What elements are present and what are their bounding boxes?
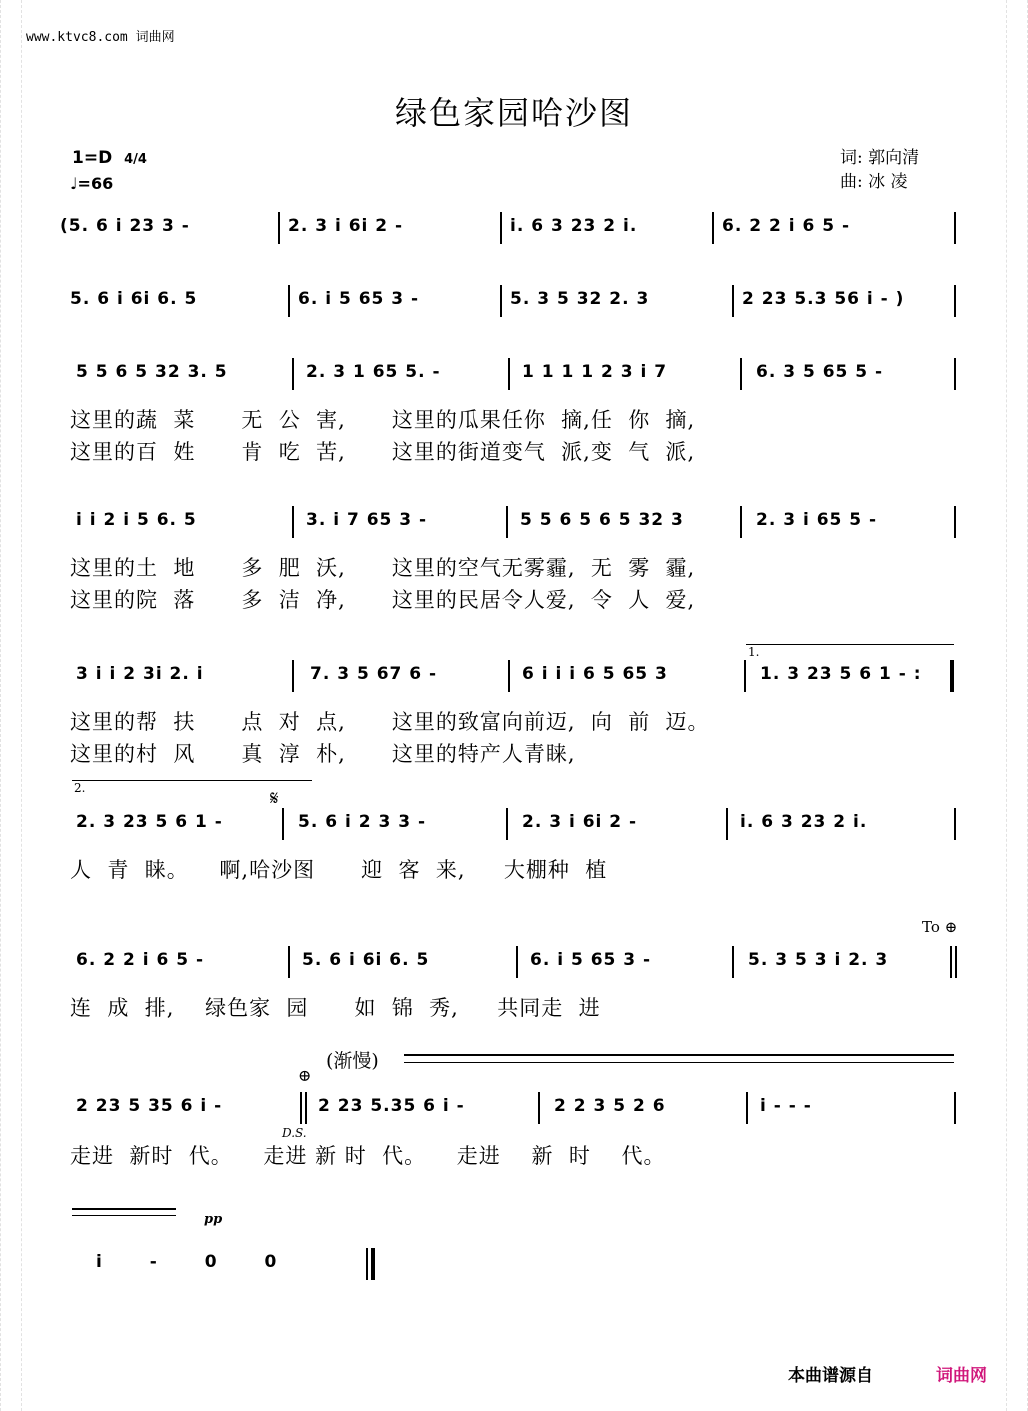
- ritardando-mark: (渐慢): [326, 1050, 379, 1072]
- barline: [500, 212, 502, 244]
- measure: 2 23 5.3 56 i - ): [742, 289, 905, 309]
- ending-line: [72, 1208, 176, 1210]
- measure: 1 1 1 1 2 3 i 7: [522, 362, 668, 382]
- barline: [744, 660, 746, 692]
- lyric-line: 走进 新时 代。 走进 新 时 代。 走进 新 时 代。: [70, 1144, 666, 1168]
- notation-row-2: [60, 285, 960, 317]
- repeat-barline: [950, 660, 954, 692]
- barline: [292, 358, 294, 390]
- ending-line: [72, 1215, 176, 1216]
- measure: 3. i 7 65 3 -: [306, 510, 428, 530]
- measure: 5. 3 5 3 i 2. 3: [748, 950, 889, 970]
- barline: [538, 1092, 540, 1124]
- measure: 6. i 5 65 3 -: [298, 289, 420, 309]
- volta-2-bracket: [72, 780, 312, 781]
- segno-icon: 𝄋: [270, 786, 279, 810]
- dynamic-mark: pp: [204, 1212, 223, 1227]
- barline: [282, 808, 284, 840]
- measure: 5 5 6 5 32 3. 5: [76, 362, 228, 382]
- measure: 2 23 5.35 6 i -: [318, 1096, 465, 1116]
- notation-row-9: [60, 1248, 960, 1280]
- barline: [288, 946, 290, 978]
- footer-brand-link[interactable]: 词曲网: [936, 1366, 987, 1386]
- key: 1=D: [72, 148, 113, 168]
- barline: [508, 660, 510, 692]
- barline: [740, 506, 742, 538]
- measure: (5. 6 i 23 3 -: [60, 216, 190, 236]
- ritardando-line: [404, 1062, 954, 1063]
- credits: [840, 146, 919, 194]
- measure: 6. 2 2 i 6 5 -: [76, 950, 204, 970]
- measure: 5. 3 5 32 2. 3: [510, 289, 650, 309]
- measure: 5. 6 i 6i 6. 5: [70, 289, 198, 309]
- lyric-line: 这里的土 地 多 肥 沃, 这里的空气无雾霾, 无 雾 霾,: [70, 556, 696, 580]
- barline: [740, 358, 742, 390]
- notation-row-5: [60, 660, 960, 692]
- barline: [506, 808, 508, 840]
- barline: [712, 212, 714, 244]
- tempo-mark: ♩=66: [70, 174, 114, 193]
- measure: 3 i i 2 3i 2. i: [76, 664, 204, 684]
- measure: i. 6 3 23 2 i.: [740, 812, 868, 832]
- measure: 6. 3 5 65 5 -: [756, 362, 884, 382]
- notation-row-3: [60, 358, 960, 390]
- barline: [954, 1092, 956, 1124]
- barline: [954, 358, 956, 390]
- watermark-strip-left: [0, 0, 22, 1411]
- double-barline: [950, 946, 957, 978]
- measure: 2. 3 i 6i 2 -: [288, 216, 404, 236]
- measure: i. 6 3 23 2 i.: [510, 216, 638, 236]
- time-signature: 4/4: [124, 152, 147, 167]
- measure: 5 5 6 5 6 5 32 3: [520, 510, 684, 530]
- lyricist: 词: 郭向清: [840, 148, 920, 168]
- lyric-line: 这里的村 风 真 淳 朴, 这里的特产人青睐,: [70, 742, 576, 766]
- measure: 6 i i i 6 5 65 3: [522, 664, 668, 684]
- barline: [516, 946, 518, 978]
- notation-row-8: [60, 1092, 960, 1124]
- measure: 2. 3 i 65 5 -: [756, 510, 878, 530]
- barline: [954, 808, 956, 840]
- composer: 曲: 冰 凌: [840, 172, 908, 192]
- barline: [500, 285, 502, 317]
- measure: 2. 3 1 65 5. -: [306, 362, 441, 382]
- volta-2-label: 2.: [74, 781, 86, 795]
- to-coda-label: To: [922, 918, 940, 936]
- watermark-strip-right: [1006, 0, 1028, 1411]
- measure: i i 2 i 5 6. 5: [76, 510, 197, 530]
- barline: [288, 285, 290, 317]
- barline: [954, 285, 956, 317]
- measure: i - 0 0: [96, 1252, 278, 1272]
- notation-row-1: [60, 212, 960, 244]
- measure: 1. 3 23 5 6 1 - :: [760, 664, 922, 684]
- barline: [292, 660, 294, 692]
- lyric-line: 这里的帮 扶 点 对 点, 这里的致富向前迈, 向 前 迈。: [70, 710, 710, 734]
- lyric-line: 连 成 排, 绿色家 园 如 锦 秀, 共同走 进: [70, 996, 601, 1020]
- to-coda-mark: [922, 918, 957, 936]
- volta-1-bracket: [746, 644, 954, 645]
- measure: 7. 3 5 67 6 -: [310, 664, 438, 684]
- barline: [726, 808, 728, 840]
- barline: [954, 506, 956, 538]
- site-url[interactable]: www.ktvc8.com 词曲网: [26, 30, 175, 45]
- coda-icon: ⊕: [944, 918, 958, 936]
- barline: [508, 358, 510, 390]
- ds-mark: D.S.: [282, 1126, 307, 1140]
- ritardando-line: [404, 1054, 954, 1056]
- song-title: 绿色家园哈沙图: [394, 94, 633, 132]
- measure: 2 23 5 35 6 i -: [76, 1096, 223, 1116]
- measure: 6. 2 2 i 6 5 -: [722, 216, 850, 236]
- barline: [278, 212, 280, 244]
- measure: 5. 6 i 6i 6. 5: [302, 950, 430, 970]
- lyric-line: 这里的百 姓 肯 吃 苦, 这里的街道变气 派,变 气 派,: [70, 440, 696, 464]
- lyric-line: 这里的院 落 多 洁 净, 这里的民居令人爱, 令 人 爱,: [70, 588, 696, 612]
- footer-source: 本曲谱源自: [788, 1366, 873, 1386]
- barline: [732, 285, 734, 317]
- notation-row-7: [60, 946, 960, 978]
- final-barline: [366, 1248, 375, 1280]
- measure: 5. 6 i 2 3 3 -: [298, 812, 426, 832]
- double-barline: [300, 1092, 307, 1124]
- notation-row-4: [60, 506, 960, 538]
- barline: [506, 506, 508, 538]
- measure: 2 2 3 5 2 6: [554, 1096, 666, 1116]
- barline: [732, 946, 734, 978]
- measure: 6. i 5 65 3 -: [530, 950, 652, 970]
- volta-1-label: 1.: [748, 645, 760, 659]
- coda-icon: ⊕: [298, 1066, 312, 1085]
- lyric-line: 这里的蔬 菜 无 公 害, 这里的瓜果任你 摘,任 你 摘,: [70, 408, 696, 432]
- measure: 2. 3 23 5 6 1 -: [76, 812, 223, 832]
- barline: [292, 506, 294, 538]
- notation-row-6: [60, 808, 960, 840]
- lyric-line: 人 青 睐。 啊,哈沙图 迎 客 来, 大棚种 植: [70, 858, 608, 882]
- key-signature: [72, 148, 147, 168]
- barline: [746, 1092, 748, 1124]
- measure: i - - -: [760, 1096, 812, 1116]
- barline: [954, 212, 956, 244]
- measure: 2. 3 i 6i 2 -: [522, 812, 638, 832]
